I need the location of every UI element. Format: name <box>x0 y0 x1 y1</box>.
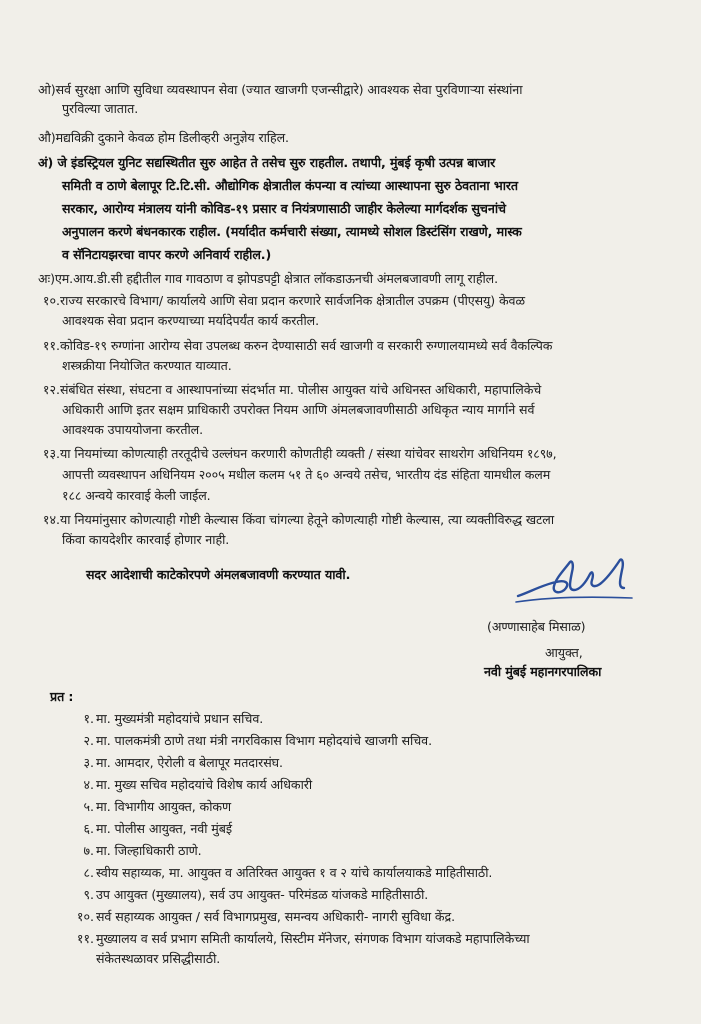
copy-number: ७. <box>83 843 94 858</box>
item-am-line2: समिती व ठाणे बेलापूर टि.टि.सी. औद्योगिक क्षेत्रातील कंपन्या व त्यांच्या आस्थापना सुरु ठेवताना भारत <box>62 178 519 193</box>
point-line: संबंधित संस्था, संघटना व आस्थापनांच्या संदर्भात मा. पोलीस आयुक्त यांचे अधिनस्त अधिकारी, महापालिकेचे <box>60 382 542 397</box>
point-line: आपत्ती व्यवस्थापन अधिनियम २००५ मधील कलम ५१ ते ६० अन्वये तसेच, भारतीय दंड संहिता यामधील कलम <box>62 467 551 482</box>
copy-recipient: मा. विभागीय आयुक्त, कोकण <box>96 799 231 814</box>
item-o-line2: पुरविल्या जातात. <box>62 101 139 116</box>
item-aha: अः)एम.आय.डी.सी हद्दीतील गाव गावठाण व झोपडपट्टी क्षेत्रात लॉकडाऊनची अंमलबजावणी लागू राहील. <box>38 271 499 286</box>
item-o-line1: ओ)सर्व सुरक्षा आणि सुविधा व्यवस्थापन सेवा (ज्यात खाजगी एजन्सीद्वारे) आवश्यक सेवा पुरविणाऱ्या संस्थांना <box>38 82 523 97</box>
point-number: १२. <box>42 382 60 397</box>
point-number: ११. <box>42 338 60 353</box>
copy-recipient: उप आयुक्त (मुख्यालय), सर्व उप आयुक्त- परिमंडळ यांजकडे माहितीसाठी. <box>96 887 429 902</box>
signatory-title: आयुक्त, <box>545 645 583 660</box>
signatory-org: नवी मुंबई महानगरपालिका <box>484 664 602 679</box>
point-line: शस्त्रक्रीया नियोजित करण्यात याव्यात. <box>62 358 232 373</box>
point-number: १०. <box>42 293 60 308</box>
copy-number: ८. <box>83 865 94 880</box>
copy-recipient: मा. मुख्यमंत्री महोदयांचे प्रधान सचिव. <box>96 711 264 726</box>
copy-number: ९. <box>83 887 94 902</box>
point-number: १४. <box>42 512 60 527</box>
item-am-line4: अनुपालन करणे बंधनकारक राहील. (मर्यादीत कर्मचारी संख्या, त्यामध्ये सोशल डिस्टंसिंग राखणे, मास्क <box>62 224 522 239</box>
item-am-line3: सरकार, आरोग्य मंत्रालय यांनी कोविड-१९ प्रसार व नियंत्रणासाठी जाहीर केलेल्या मार्गदर्शक सुचनांचे <box>62 201 506 216</box>
point-line: राज्य सरकारचे विभाग/ कार्यालये आणि सेवा प्रदान करणारे सार्वजनिक क्षेत्रातील उपक्रम (पीएसयु) केवळ <box>60 293 525 308</box>
copy-number: ११. <box>76 931 94 946</box>
copy-recipient: मा. आमदार, ऐरोली व बेलापूर मतदारसंघ. <box>96 755 283 770</box>
copy-recipient: मा. मुख्य सचिव महोदयांचे विशेष कार्य अधिकारी <box>96 777 313 792</box>
point-line: आवश्यक उपाययोजना करतील. <box>62 422 203 437</box>
point-line: किंवा कायदेशीर कारवाई होणार नाही. <box>62 532 230 547</box>
point-line: कोविड-१९ रुग्णांना आरोग्य सेवा उपलब्ध करुन देण्यासाठी सर्व खाजगी व सरकारी रुग्णालयामध्ये सर्व वैकल्पिक <box>60 338 553 353</box>
point-line: या नियमांच्या कोणत्याही तरतूदीचे उल्लंघन करणारी कोणतीही व्यक्ती / संस्था यांचेवर साथरोग अधिनियम १८९७, <box>60 446 557 461</box>
copy-recipient: मा. जिल्हाधिकारी ठाणे. <box>96 843 202 858</box>
item-au: औ)मद्यविक्री दुकाने केवळ होम डिलीव्हरी अनुज्ञेय राहिल. <box>38 130 289 145</box>
copy-number: ६. <box>83 821 94 836</box>
point-number: १३. <box>42 446 60 461</box>
point-line: अधिकारी आणि इतर सक्षम प्राधिकारी उपरोक्त नियम आणि अंमलबजावणीसाठी अधिकृत न्याय मार्गाने सर्व <box>62 402 535 417</box>
point-line: आवश्यक सेवा प्रदान करण्याच्या मर्यादेपर्यंत कार्य करतील. <box>62 313 319 328</box>
point-line: १८८ अन्वये कारवाई केली जाईल. <box>62 488 211 503</box>
signature-icon <box>512 552 637 612</box>
copy-recipient: मुख्यालय व सर्व प्रभाग समिती कार्यालये, सिस्टीम मॅनेजर, संगणक विभाग यांजकडे महापालिकेच्या <box>96 931 530 946</box>
signatory-name: (अण्णासाहेब मिसाळ) <box>487 619 586 634</box>
copy-number: ४. <box>83 777 94 792</box>
copy-recipient: मा. पालकमंत्री ठाणे तथा मंत्री नगरविकास विभाग महोदयांचे खाजगी सचिव. <box>96 733 432 748</box>
copy-number: १०. <box>76 909 94 924</box>
item-am-line5: व सॅनिटायझरचा वापर करणे अनिवार्य राहील.) <box>62 247 272 262</box>
copy-heading: प्रत : <box>50 689 74 704</box>
order-instruction: सदर आदेशाची काटेकोरपणे अंमलबजावणी करण्यात यावी. <box>86 567 351 582</box>
copy-number: २. <box>83 733 94 748</box>
copy-number: ५. <box>83 799 94 814</box>
copy-number: ३. <box>83 755 94 770</box>
point-line: या नियमांनुसार कोणत्याही गोष्टी केल्यास किंवा चांगल्या हेतूने कोणत्याही गोष्टी केल्यास, त्या व्यक्तीविरुद्ध खटला <box>60 512 554 527</box>
copy-recipient-cont: संकेतस्थळावर प्रसिद्धीसाठी. <box>96 951 221 966</box>
copy-recipient: मा. पोलीस आयुक्त, नवी मुंबई <box>96 821 232 836</box>
copy-recipient: स्वीय सहाय्यक, मा. आयुक्त व अतिरिक्त आयुक्त १ व २ यांचे कार्यालयाकडे माहितीसाठी. <box>96 865 493 880</box>
item-am-line1: अं) जे इंडस्ट्रियल युनिट सद्यस्थितीत सुरु आहेत ते तसेच सुरु राहतील. तथापी, मुंबई कृषी उत्पन्न बाजार <box>38 155 496 170</box>
copy-recipient: सर्व सहाय्यक आयुक्त / सर्व विभागप्रमुख, समन्वय अधिकारी- नागरी सुविधा केंद्र. <box>96 909 455 924</box>
copy-number: १. <box>83 711 94 726</box>
